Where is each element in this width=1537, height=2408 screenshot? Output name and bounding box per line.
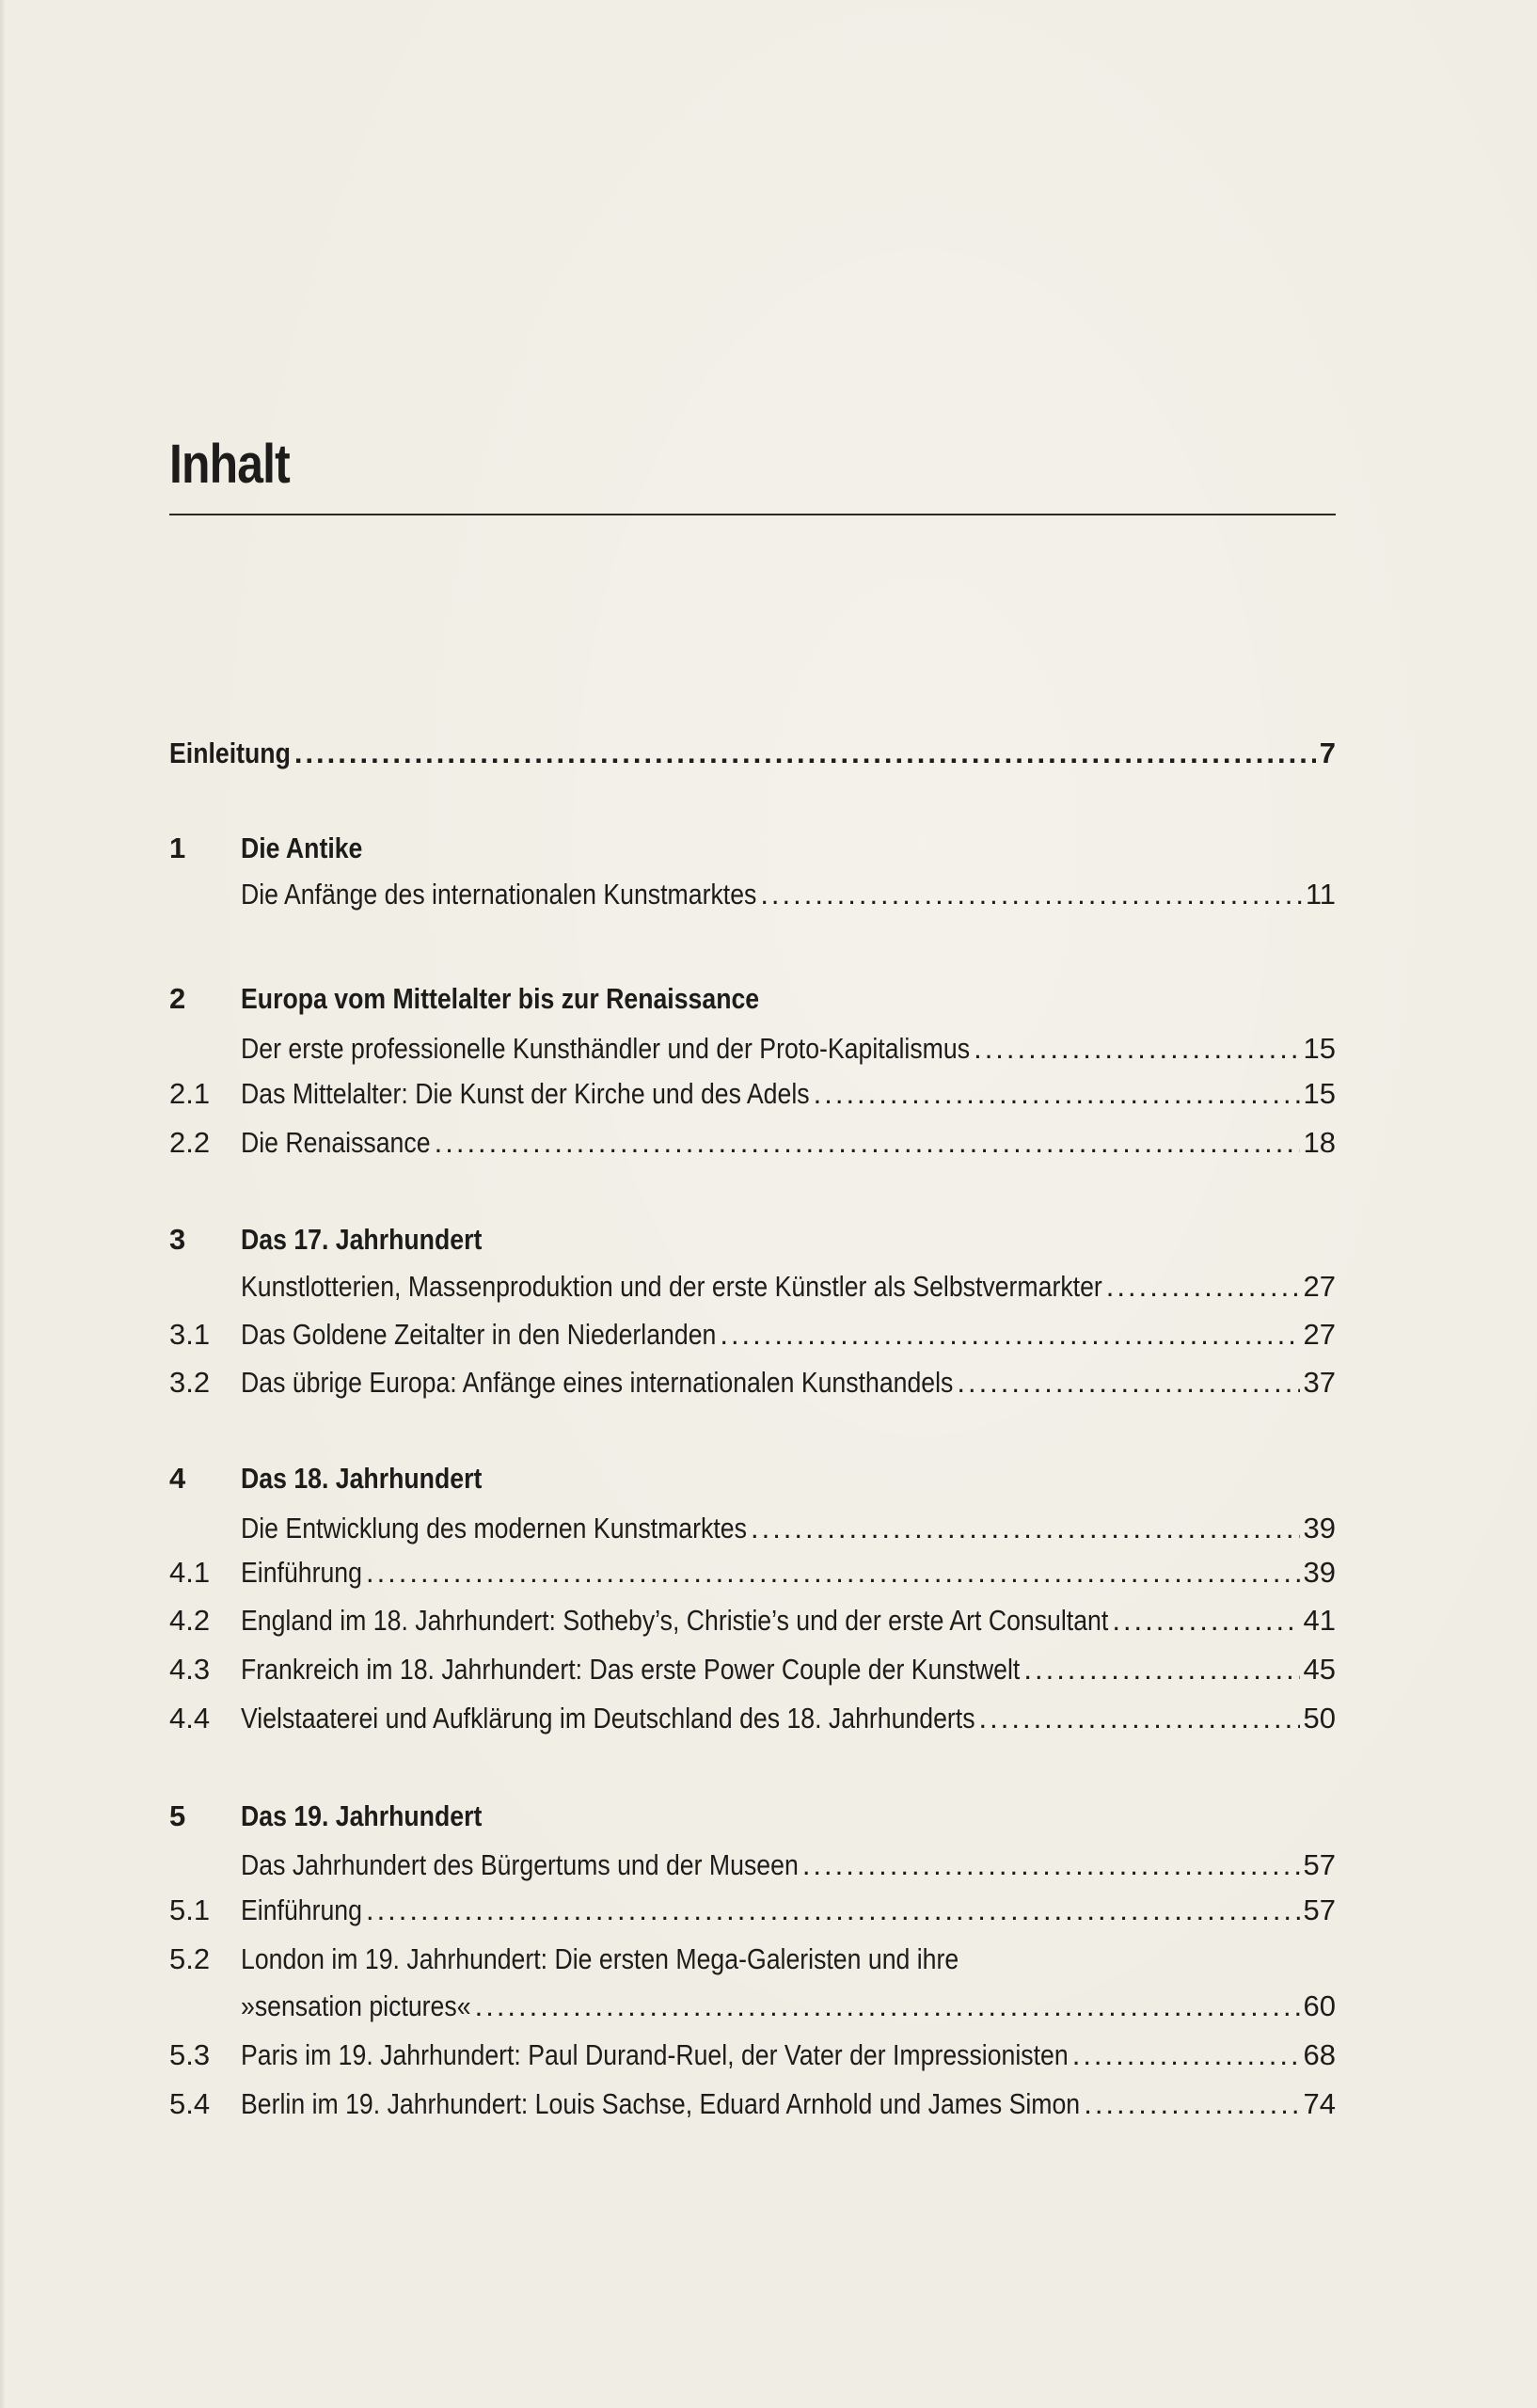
toc-entry-title: Berlin im 19. Jahrhundert: Louis Sachse, Eduard Arnhold und James Simon xyxy=(241,2087,1081,2120)
page-title: Inhalt xyxy=(169,434,290,495)
chapter-title: Das 17. Jahrhundert xyxy=(241,1223,483,1256)
chapter-number: 4 xyxy=(169,1462,186,1495)
toc-entry[interactable] xyxy=(169,1887,1336,1934)
toc-entry-page: 74 xyxy=(1303,2087,1336,2120)
leader-dots xyxy=(957,1359,1299,1406)
leader-dots xyxy=(1106,1263,1300,1310)
toc-entry[interactable] xyxy=(169,2032,1336,2079)
toc-entry-title: Die Entwicklung des modernen Kunstmarktes xyxy=(241,1512,747,1545)
toc-entry[interactable] xyxy=(169,1070,1336,1117)
toc-entry-page: 27 xyxy=(1303,1270,1336,1303)
toc-entry[interactable] xyxy=(169,1119,1336,1166)
leader-dots xyxy=(751,1505,1300,1552)
toc-entry-page: 15 xyxy=(1303,1077,1336,1110)
toc-chapter-3[interactable] xyxy=(169,1216,1336,1263)
chapter-number: 5 xyxy=(169,1799,186,1832)
toc-entry[interactable] xyxy=(169,1695,1336,1742)
leader-dots xyxy=(1023,1646,1299,1693)
section-number: 2.2 xyxy=(169,1126,211,1159)
toc-entry[interactable] xyxy=(169,1025,1336,1072)
leader-dots xyxy=(720,1311,1299,1358)
toc-entry-title: »sensation pictures« xyxy=(241,1989,471,2022)
toc-chapter-2[interactable] xyxy=(169,975,1336,1022)
leader-dots xyxy=(760,871,1302,918)
toc-entry[interactable] xyxy=(169,1936,1336,1983)
chapter-title: Die Antike xyxy=(241,832,363,864)
leader-dots xyxy=(366,1887,1300,1934)
chapter-title: Das 19. Jahrhundert xyxy=(241,1799,483,1832)
toc-entry[interactable] xyxy=(169,2081,1336,2128)
toc-entry-page: 27 xyxy=(1303,1318,1336,1351)
toc-entry-page: 18 xyxy=(1303,1126,1336,1159)
section-number: 5.4 xyxy=(169,2087,211,2120)
section-number: 5.3 xyxy=(169,2038,211,2071)
toc-entry[interactable] xyxy=(169,871,1336,918)
chapter-number: 1 xyxy=(169,832,186,864)
toc-chapter-1[interactable] xyxy=(169,825,1336,872)
toc-entry-page: 68 xyxy=(1303,2038,1336,2071)
section-number: 4.2 xyxy=(169,1604,211,1637)
toc-entry-title: Das übrige Europa: Anfänge eines internationalen Kunsthandels xyxy=(241,1366,954,1399)
toc-chapter-4[interactable] xyxy=(169,1455,1336,1502)
toc-entry[interactable] xyxy=(169,1359,1336,1406)
chapter-title: Das 18. Jahrhundert xyxy=(241,1462,483,1495)
toc-entry-page: 15 xyxy=(1303,1032,1336,1065)
toc-entry-page: 57 xyxy=(1303,1893,1336,1926)
chapter-number: 3 xyxy=(169,1223,186,1256)
toc-entry-title: Das Mittelalter: Die Kunst der Kirche und des Adels xyxy=(241,1077,810,1110)
leader-dots xyxy=(802,1842,1300,1889)
section-number: 5.1 xyxy=(169,1893,211,1926)
toc-entry-page: 39 xyxy=(1303,1512,1336,1545)
leader-dots xyxy=(979,1695,1300,1742)
toc-entry-title: Der erste professionelle Kunsthändler und der Proto-Kapitalismus xyxy=(241,1032,971,1065)
toc-entry-title: Die Anfänge des internationalen Kunstmarktes xyxy=(241,878,757,911)
toc-entry-title: Einführung xyxy=(241,1893,362,1926)
leader-dots xyxy=(1084,2081,1299,2128)
toc-entry-page: 37 xyxy=(1303,1366,1336,1399)
leader-dots xyxy=(475,1983,1300,2030)
toc-entry[interactable] xyxy=(169,1263,1336,1310)
toc-entry-page: 50 xyxy=(1303,1702,1336,1735)
toc-entry[interactable] xyxy=(169,1646,1336,1693)
leader-dots xyxy=(366,1549,1300,1596)
leader-dots xyxy=(435,1119,1300,1166)
leader-dots xyxy=(1072,2032,1300,2079)
toc-entry-page: 39 xyxy=(1303,1556,1336,1589)
toc-entry-title: Das Goldene Zeitalter in den Niederlanden xyxy=(241,1318,717,1351)
toc-entry-title: Die Renaissance xyxy=(241,1126,431,1159)
page-edge-shadow xyxy=(0,0,6,2408)
section-number: 5.2 xyxy=(169,1942,211,1975)
toc-entry-title: Paris im 19. Jahrhundert: Paul Durand-Ruel, der Vater der Impressionisten xyxy=(241,2038,1069,2071)
toc-entry-title: Das Jahrhundert des Bürgertums und der Museen xyxy=(241,1848,799,1881)
toc-entry-title: Kunstlotterien, Massenproduktion und der erste Künstler als Selbstvermarkter xyxy=(241,1270,1102,1303)
toc-chapter-5[interactable] xyxy=(169,1793,1336,1840)
toc-entry[interactable] xyxy=(169,1983,1336,2030)
section-number: 2.1 xyxy=(169,1077,211,1110)
toc-entry-page: 11 xyxy=(1305,878,1336,911)
title-rule xyxy=(169,514,1336,515)
toc-entry-title: England im 18. Jahrhundert: Sotheby’s, Christie’s und der erste Art Consultant xyxy=(241,1604,1109,1637)
chapter-number: 2 xyxy=(169,982,186,1015)
toc-entry-page: 41 xyxy=(1303,1604,1336,1637)
toc-entry[interactable] xyxy=(169,1549,1336,1596)
leader-dots xyxy=(1112,1597,1299,1644)
section-number: 4.1 xyxy=(169,1556,211,1589)
section-number: 3.2 xyxy=(169,1366,211,1399)
section-number: 3.1 xyxy=(169,1318,211,1351)
leader-dots xyxy=(294,730,1316,777)
toc-entry-page: 60 xyxy=(1303,1989,1336,2022)
toc-entry-title: Einleitung xyxy=(169,737,291,769)
leader-dots xyxy=(974,1025,1299,1072)
toc-entry-title: Vielstaaterei und Aufklärung im Deutschland des 18. Jahrhunderts xyxy=(241,1702,975,1735)
leader-dots xyxy=(814,1070,1300,1117)
toc-entry-title: London im 19. Jahrhundert: Die ersten Mega-Galeristen und ihre xyxy=(241,1942,959,1975)
toc-entry[interactable] xyxy=(169,1505,1336,1552)
toc-entry[interactable] xyxy=(169,1311,1336,1358)
toc-entry-page: 7 xyxy=(1319,737,1336,769)
toc-entry-page: 57 xyxy=(1303,1848,1336,1881)
chapter-title: Europa vom Mittelalter bis zur Renaissance xyxy=(241,982,760,1015)
toc-entry[interactable] xyxy=(169,1842,1336,1889)
toc-entry-page: 45 xyxy=(1303,1653,1336,1686)
toc-entry-einleitung[interactable] xyxy=(169,730,1336,777)
section-number: 4.3 xyxy=(169,1653,211,1686)
toc-entry-title: Frankreich im 18. Jahrhundert: Das erste Power Couple der Kunstwelt xyxy=(241,1653,1021,1686)
toc-entry[interactable] xyxy=(169,1597,1336,1644)
toc-entry-title: Einführung xyxy=(241,1556,362,1589)
section-number: 4.4 xyxy=(169,1702,211,1735)
